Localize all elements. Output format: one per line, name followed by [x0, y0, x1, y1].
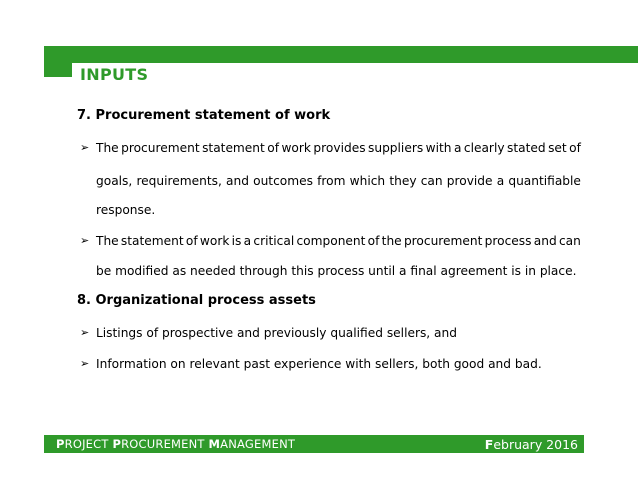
section-7-heading: 7. Procurement statement of work	[77, 108, 331, 123]
word: The	[96, 141, 119, 155]
word: and	[226, 174, 249, 188]
word: process	[484, 234, 532, 248]
slide-title: INPUTS	[80, 65, 149, 84]
word: provide	[446, 174, 493, 188]
footer-course-title: PROJECT PROCUREMENT MANAGEMENT	[56, 437, 296, 451]
word: the	[381, 234, 402, 248]
word: a	[243, 234, 252, 248]
word: goals,	[96, 174, 133, 188]
word: of	[367, 234, 380, 248]
word: set	[548, 141, 567, 155]
word: work	[281, 141, 311, 155]
word: they	[389, 174, 417, 188]
word: component	[296, 234, 366, 248]
word: procurement	[403, 234, 483, 248]
word: from	[317, 174, 346, 188]
word: which	[349, 174, 386, 188]
bullet-8-2: Information on relevant past experience with sellers, both good and bad.	[96, 357, 542, 371]
word: can	[420, 174, 443, 188]
word: provides	[313, 141, 366, 155]
footer-date: February 2016	[484, 437, 578, 452]
bullet-8-1: Listings of prospective and previously qualified sellers, and	[96, 326, 457, 340]
word: a	[496, 174, 505, 188]
header-accent	[44, 63, 72, 77]
word: statement	[120, 234, 184, 248]
bullet-arrow-icon: ➢	[80, 326, 90, 339]
word: outcomes	[253, 174, 313, 188]
bullet-7-2-line-1	[96, 234, 581, 249]
word: and	[533, 234, 557, 248]
section-8-heading: 8. Organizational process assets	[77, 293, 316, 308]
word: can	[558, 234, 581, 248]
word: a	[453, 141, 462, 155]
bullet-arrow-icon: ➢	[80, 234, 90, 247]
word: The	[96, 234, 119, 248]
word: of	[185, 234, 198, 248]
word: critical	[253, 234, 295, 248]
word: statement	[202, 141, 265, 155]
word: procurement	[121, 141, 200, 155]
word: quantifiable	[508, 174, 581, 188]
bullet-7-2-line-2: be modified as needed through this process until a final agreement is in place.	[96, 264, 577, 278]
bullet-7-1-line-2	[96, 174, 581, 189]
word: clearly	[463, 141, 505, 155]
word: of	[569, 141, 581, 155]
word: suppliers	[368, 141, 424, 155]
bullet-7-1-line-1	[96, 141, 581, 156]
bullet-arrow-icon: ➢	[80, 141, 90, 154]
word: is	[231, 234, 242, 248]
bullet-arrow-icon: ➢	[80, 357, 90, 370]
bullet-7-1-line-3: response.	[96, 203, 156, 217]
word: of	[267, 141, 280, 155]
word: requirements,	[136, 174, 222, 188]
word: work	[199, 234, 230, 248]
word: stated	[507, 141, 546, 155]
word: with	[425, 141, 452, 155]
header-bar	[44, 46, 638, 63]
